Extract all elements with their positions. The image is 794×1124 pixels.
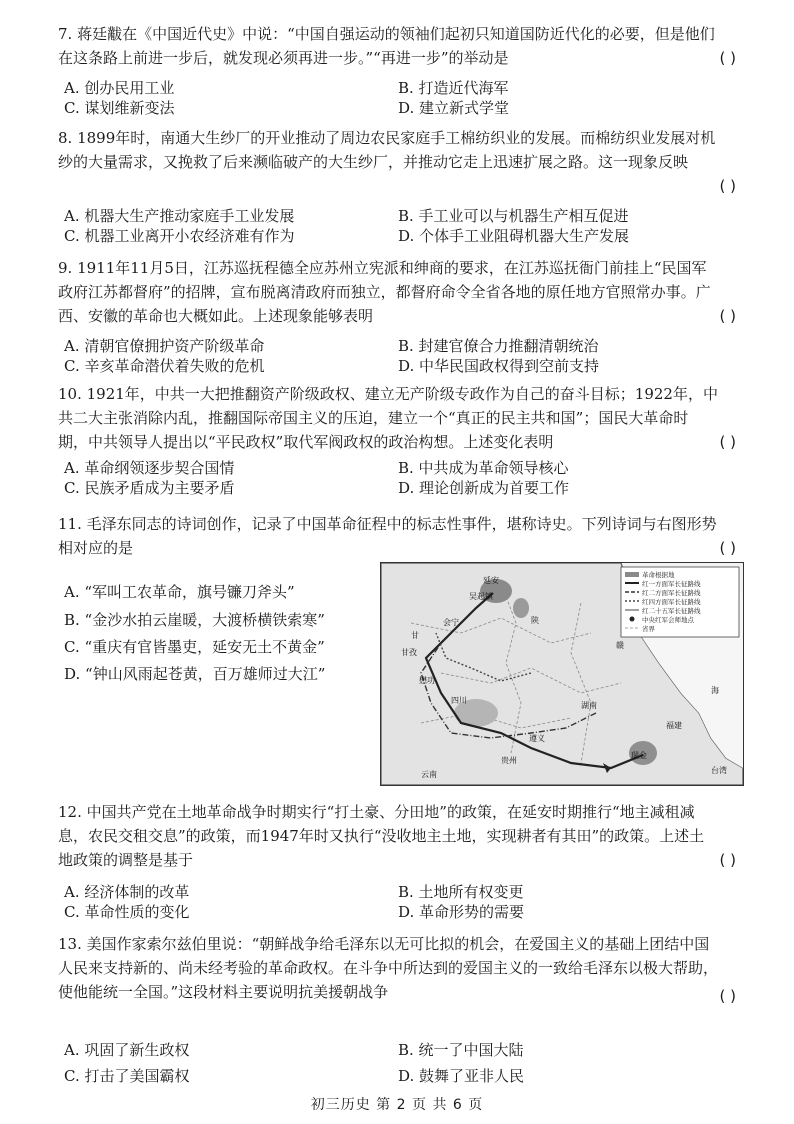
option-10a: A. 革命纲领逐步契合国情 bbox=[64, 459, 235, 477]
question-8 bbox=[58, 126, 736, 195]
question-12-stem: 12. 中国共产党在土地革命战争时期实行“打土豪、分田地”的政策，在延安时期推行“地主减租减息，农民交租交息”的政策，而1947年时又执行“没收地主土地，实现耕者有其田”的政策。上述土地政策的调整是基于 bbox=[58, 803, 705, 869]
option-12d: D. 革命形势的需要 bbox=[398, 903, 525, 921]
question-10-stem: 10. 1921年，中共一大把推翻资产阶级政权、建立无产阶级专政作为自己的奋斗目标；1922年，中共二大主张消除内乱，推翻国际帝国主义的压迫，建立一个“真正的民主共和国”；国民大革命时期，中共领导人提出以“平民政权”取代军阀政权的政治构想。上述变化表明 bbox=[58, 385, 718, 451]
question-12 bbox=[58, 800, 736, 872]
option-7a: A. 创办民用工业 bbox=[64, 79, 175, 97]
answer-bracket-10: ( ) bbox=[719, 433, 736, 451]
option-8c: C. 机器工业离开小农经济难有作为 bbox=[64, 227, 295, 245]
option-8b: B. 手工业可以与机器生产相互促进 bbox=[398, 207, 629, 225]
legend-label-meet: 中央红军会师地点 bbox=[642, 616, 694, 624]
answer-bracket-8: ( ) bbox=[719, 177, 736, 195]
answer-bracket-12: ( ) bbox=[719, 851, 736, 869]
option-10d: D. 理论创新成为首要工作 bbox=[398, 479, 570, 497]
option-9a: A. 清朝官僚拥护资产阶级革命 bbox=[64, 337, 265, 355]
legend-label-base: 革命根据地 bbox=[642, 571, 675, 579]
base-area-north bbox=[513, 598, 529, 618]
legend-label-route1: 红一方面军长征路线 bbox=[642, 580, 701, 588]
question-9 bbox=[58, 256, 736, 328]
option-11b: B. “金沙水拍云崖暖，大渡桥横铁索寒” bbox=[64, 611, 325, 629]
option-10c: C. 民族矛盾成为主要矛盾 bbox=[64, 479, 235, 497]
question-7 bbox=[58, 22, 736, 70]
place-maogong: 懋功 bbox=[419, 676, 435, 685]
option-8d: D. 个体手工业阻碍机器大生产发展 bbox=[398, 227, 630, 245]
place-fujian: 福建 bbox=[666, 721, 682, 730]
place-yunnan: 云南 bbox=[421, 770, 437, 779]
question-11 bbox=[58, 512, 736, 560]
place-gan: 甘 bbox=[411, 631, 419, 640]
place-ganzi: 甘孜 bbox=[401, 648, 417, 657]
option-13b: B. 统一了中国大陆 bbox=[398, 1041, 524, 1059]
question-10 bbox=[58, 382, 736, 454]
option-12a: A. 经济体制的改革 bbox=[64, 883, 190, 901]
legend-label-route2: 红二方面军长征路线 bbox=[642, 589, 701, 597]
question-13 bbox=[58, 932, 736, 1005]
answer-bracket-13: ( ) bbox=[719, 987, 736, 1005]
option-13a: A. 巩固了新生政权 bbox=[64, 1041, 190, 1059]
place-ruijin: 瑞金 bbox=[631, 751, 647, 760]
legend-label-route25: 红二十五军长征路线 bbox=[642, 607, 701, 615]
option-8a: A. 机器大生产推动家庭手工业发展 bbox=[64, 207, 295, 225]
option-7d: D. 建立新式学堂 bbox=[398, 99, 510, 117]
option-12c: C. 革命性质的变化 bbox=[64, 903, 190, 921]
option-12b: B. 土地所有权变更 bbox=[398, 883, 524, 901]
place-sea: 海 bbox=[711, 686, 719, 695]
question-13-stem: 13. 美国作家索尔兹伯里说：“朝鲜战争给毛泽东以无可比拟的机会，在爱国主义的基础上团结中国人民来支持新的、尚未经考验的革命政权。在斗争中所达到的爱国主义的一致给毛泽东以极大帮助，使他能统一全国。”这段材料主要说明抗美援朝战争 bbox=[58, 935, 719, 1001]
legend-label-route4: 红四方面军长征路线 bbox=[642, 598, 701, 606]
answer-bracket-9: ( ) bbox=[719, 307, 736, 325]
legend-label-border: 省界 bbox=[642, 625, 655, 633]
option-13d: D. 鼓舞了亚非人民 bbox=[398, 1067, 525, 1085]
option-9d: D. 中华民国政权得到空前支持 bbox=[398, 357, 600, 375]
place-yanan: 延安 bbox=[483, 576, 499, 585]
place-wuqizhen: 吴起镇 bbox=[469, 592, 493, 601]
option-10b: B. 中共成为革命领导核心 bbox=[398, 459, 569, 477]
place-gan-jiangxi: 赣 bbox=[616, 641, 624, 650]
page-footer: 初三历史 第 2 页 共 6 页 bbox=[310, 1097, 484, 1113]
option-11c: C. “重庆有官皆墨吏，延安无土不黄金” bbox=[64, 638, 325, 656]
question-7-stem: 7. 蒋廷黻在《中国近代史》中说：“中国自强运动的领袖们起初只知道国防近代化的必要，但是他们在这条路上前进一步后，就发现必须再进一步。”“再进一步”的举动是 bbox=[58, 25, 715, 67]
answer-bracket-7: ( ) bbox=[719, 49, 736, 67]
option-9b: B. 封建官僚合力推翻清朝统治 bbox=[398, 337, 599, 355]
question-8-stem: 8. 1899年时，南通大生纱厂的开业推动了周边农民家庭手工棉纺织业的发展。而棉纺织业发展对机纱的大量需求，又挽救了后来濒临破产的大生纱厂，并推动它走上迅速扩展之路。这一现象反映 bbox=[58, 129, 716, 171]
option-7b: B. 打造近代海军 bbox=[398, 79, 509, 97]
long-march-map-svg bbox=[381, 563, 743, 785]
question-9-stem: 9. 1911年11月5日，江苏巡抚程德全应苏州立宪派和绅商的要求，在江苏巡抚衙门前挂上“民国军政府江苏都督府”的招牌，宣布脱离清政府而独立，都督府命令全省各地的原任地方官照常办事。广西、安徽的革命也大概如此。上述现象能够表明 bbox=[58, 259, 711, 325]
legend-swatch-base bbox=[625, 572, 639, 577]
place-hunan: 湖南 bbox=[581, 701, 597, 710]
long-march-map bbox=[380, 562, 744, 786]
option-7c: C. 谋划维新变法 bbox=[64, 99, 175, 117]
place-sichuan: 四川 bbox=[451, 696, 467, 705]
place-zunyi: 遵义 bbox=[529, 734, 545, 743]
place-guizhou: 贵州 bbox=[501, 756, 517, 765]
place-huining: 会宁 bbox=[443, 618, 459, 627]
option-11a: A. “军叫工农革命，旗号镰刀斧头” bbox=[64, 583, 295, 601]
question-11-stem: 11. 毛泽东同志的诗词创作，记录了中国革命征程中的标志性事件，堪称诗史。下列诗词与右图形势相对应的是 bbox=[58, 515, 717, 557]
place-taiwan: 台湾 bbox=[711, 766, 727, 775]
option-13c: C. 打击了美国霸权 bbox=[64, 1067, 190, 1085]
option-9c: C. 辛亥革命潜伏着失败的危机 bbox=[64, 357, 265, 375]
option-11d: D. “钟山风雨起苍黄，百万雄师过大江” bbox=[64, 665, 326, 683]
answer-bracket-11: ( ) bbox=[719, 539, 736, 557]
legend-swatch-meet bbox=[630, 617, 635, 622]
place-shaan: 陕 bbox=[531, 616, 539, 625]
